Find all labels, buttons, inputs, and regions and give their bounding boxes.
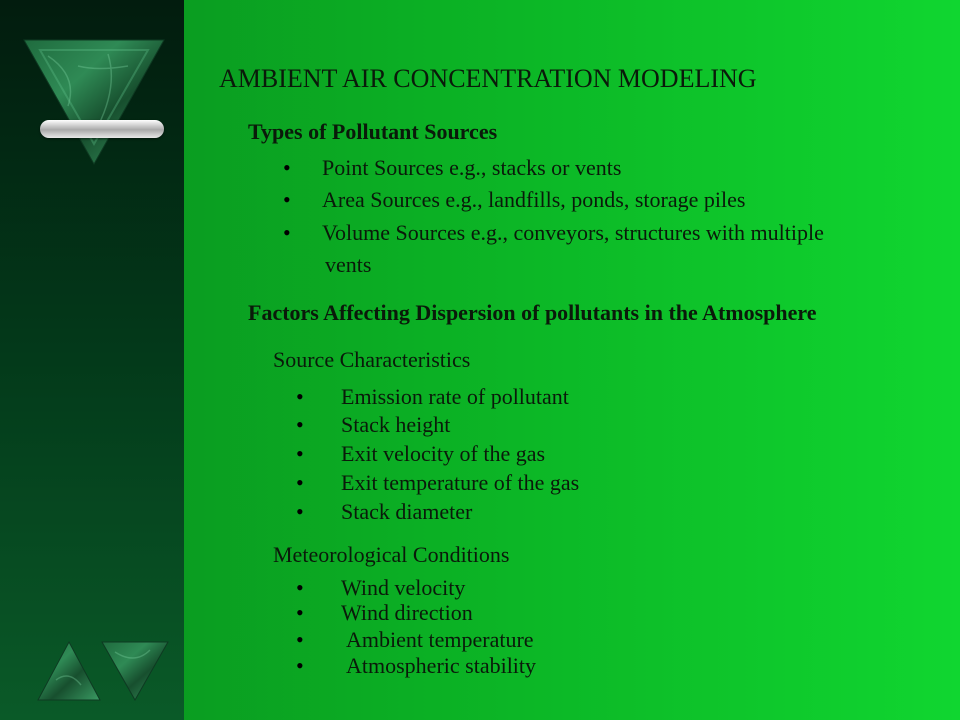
bullet-icon: •: [296, 441, 304, 466]
bullet-icon: •: [296, 575, 304, 600]
bullet-icon: •: [283, 187, 291, 212]
marble-triangle-icon: [100, 640, 170, 702]
list-item: Wind velocity: [341, 575, 466, 600]
section-heading-factors: Factors Affecting Dispersion of pollutants in the Atmosphere: [248, 300, 817, 325]
list-item: Exit temperature of the gas: [341, 470, 580, 495]
bullet-icon: •: [296, 470, 304, 495]
section-heading-types: Types of Pollutant Sources: [248, 119, 498, 144]
subheading-meteo: Meteorological Conditions: [273, 542, 510, 567]
bullet-icon: •: [296, 384, 304, 409]
marble-triangle-icon: [18, 36, 168, 166]
bullet-icon: •: [296, 412, 304, 437]
list-item: Stack diameter: [341, 499, 473, 524]
silver-bar-icon: [40, 120, 164, 138]
bullet-icon: •: [296, 653, 304, 678]
subheading-source: Source Characteristics: [273, 347, 471, 372]
bullet-icon: •: [283, 155, 291, 180]
bullet-icon: •: [296, 600, 304, 625]
list-item: Wind direction: [341, 600, 473, 625]
slide-title: AMBIENT AIR CONCENTRATION MODELING: [219, 64, 757, 93]
bullet-icon: •: [283, 220, 291, 245]
list-item: Area Sources e.g., landfills, ponds, storage piles: [322, 187, 746, 212]
list-item: Ambient temperature: [346, 627, 534, 652]
list-item: Emission rate of pollutant: [341, 384, 569, 409]
list-item: Stack height: [341, 412, 451, 437]
list-item: Atmospheric stability: [346, 653, 537, 678]
list-item: Volume Sources e.g., conveyors, structures with multiple: [322, 220, 824, 245]
bullet-icon: •: [296, 499, 304, 524]
marble-triangle-icon: [36, 640, 102, 702]
bullet-icon: •: [296, 627, 304, 652]
list-item: Point Sources e.g., stacks or vents: [322, 155, 622, 180]
list-item-continuation: vents: [325, 252, 372, 277]
list-item: Exit velocity of the gas: [341, 441, 546, 466]
